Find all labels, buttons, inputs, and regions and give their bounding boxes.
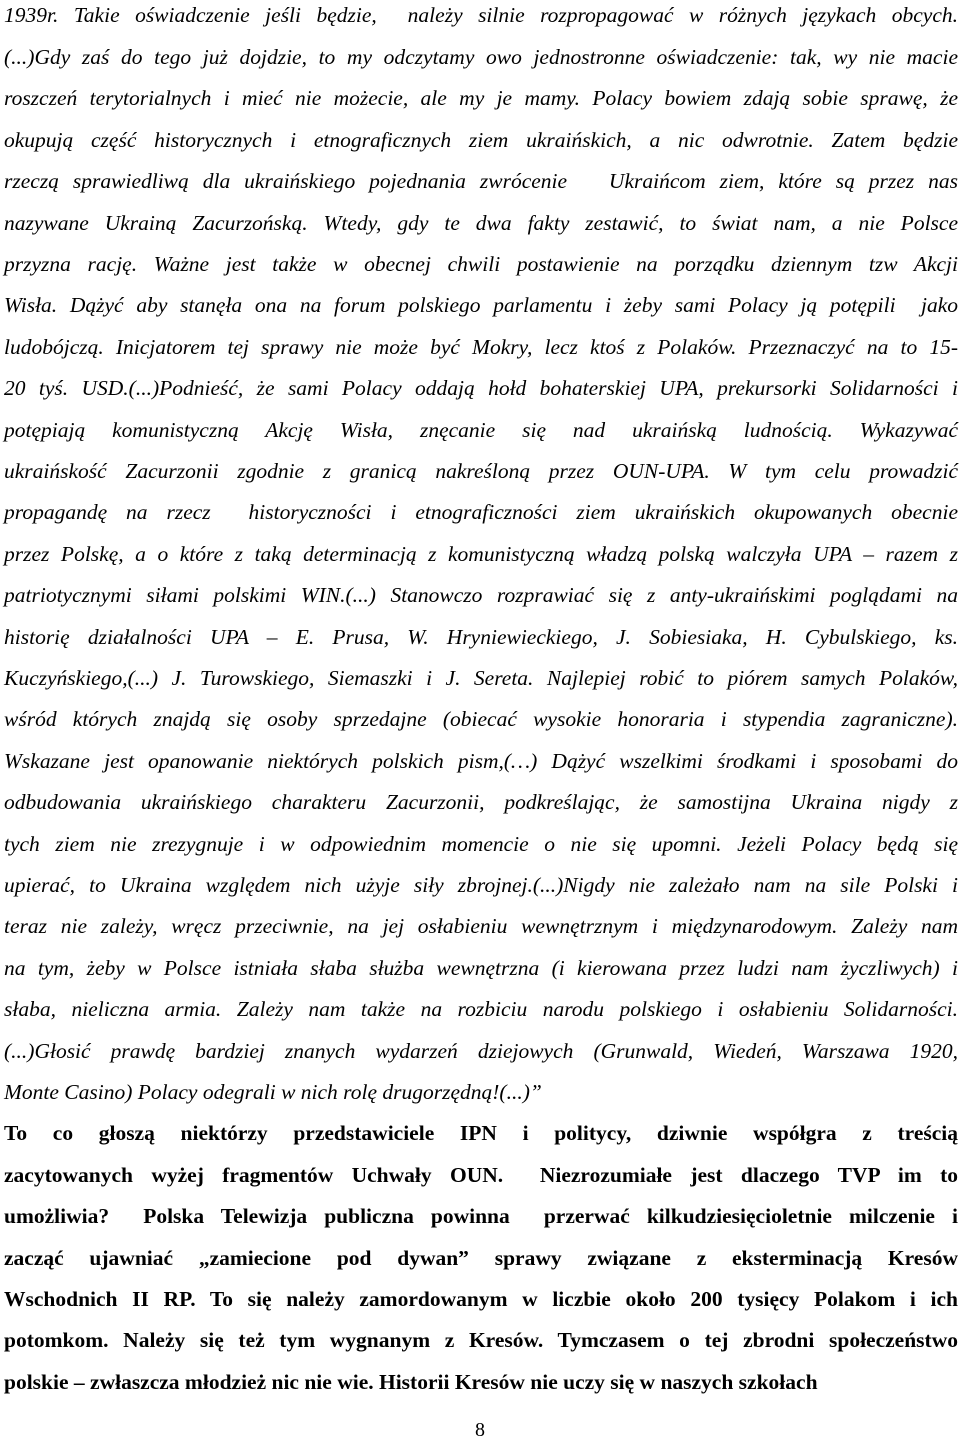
text-line: rzeczą sprawiedliwą dla ukraińskiego pojednania zwrócenie Ukraińcom ziem, które są przez nas bbox=[4, 169, 958, 193]
text-line: To co głoszą niektórzy przedstawiciele IPN i politycy, dziwnie współgra z treścią bbox=[4, 1121, 958, 1145]
text-line: 1939r. Takie oświadczenie jeśli będzie, należy silnie rozpropagować w różnych językach obcych. bbox=[4, 3, 958, 27]
text-line: zacytowanych wyżej fragmentów Uchwały OUN. Niezrozumiałe jest dlaczego TVP im to bbox=[4, 1163, 958, 1187]
text-line: teraz nie zależy, wręcz przeciwnie, na jej osłabieniu wewnętrznym i międzynarodowym. Zależy nam bbox=[4, 914, 958, 938]
text-line: ukraińskość Zacurzonii zgodnie z granicą nakreśloną przez OUN-UPA. W tym celu prowadzić bbox=[4, 459, 958, 483]
text-line: (...)Gdy zaś do tego już dojdzie, to my odczytamy owo jednostronne oświadczenie: tak, wy nie macie bbox=[4, 45, 958, 69]
page-number: 8 bbox=[475, 1419, 485, 1441]
text-line: przyzna rację. Ważne jest także w obecnej chwili postawienie na porządku dziennym tzw Akcji bbox=[4, 252, 958, 276]
text-line: umożliwia? Polska Telewizja publiczna powinna przerwać kilkudziesięcioletnie milczenie i bbox=[4, 1204, 958, 1228]
text-line: Kuczyńskiego,(...) J. Turowskiego, Siemaszki i J. Sereta. Najlepiej robić to piórem samych Polaków, bbox=[4, 666, 958, 690]
text-line: upierać, to Ukraina względem nich użyje siły zbrojnej.(...)Nigdy nie zależało nam na sile Polski i bbox=[4, 873, 958, 897]
text-line: zacząć ujawniać „zamiecione pod dywan” sprawy związane z eksterminacją Kresów bbox=[4, 1246, 958, 1270]
text-line: patriotycznymi siłami polskimi WIN.(...) Stanowczo rozprawiać się z anty-ukraińskimi poglądami na bbox=[4, 583, 958, 607]
text-line: Wskazane jest opanowanie niektórych polskich pism,(…) Dążyć wszelkimi środkami i sposobami do bbox=[4, 749, 958, 773]
text-line: nazywane Ukrainą Zacurzońską. Wtedy, gdy te dwa fakty zestawić, to świat nam, a nie Polsce bbox=[4, 211, 958, 235]
text-line: polskie – zwłaszcza młodzież nic nie wie. Historii Kresów nie uczy się w naszych szkołach bbox=[4, 1370, 818, 1394]
text-line: roszczeń terytorialnych i mieć nie możecie, ale my je mamy. Polacy bowiem zdają sobie sprawę, że bbox=[4, 86, 958, 110]
text-line: Monte Casino) Polacy odegrali w nich rolę drugorzędną!(...)” bbox=[4, 1080, 542, 1104]
text-line: potępiają komunistyczną Akcję Wisła, znęcanie się nad ukraińską ludnością. Wykazywać bbox=[4, 418, 958, 442]
text-line: wśród których znajdą się osoby sprzedajne (obiecać wysokie honoraria i stypendia zagraniczne). bbox=[4, 707, 958, 731]
text-line: tych ziem nie zrezygnuje i w odpowiednim momencie o nie się upomni. Jeżeli Polacy będą się bbox=[4, 832, 958, 856]
text-line: Wisła. Dążyć aby stanęła ona na forum polskiego parlamentu i żeby sami Polacy ją potępili jako bbox=[4, 293, 958, 317]
text-line: Wschodnich II RP. To się należy zamordowanym w liczbie około 200 tysięcy Polakom i ich bbox=[4, 1287, 958, 1311]
text-line: odbudowania ukraińskiego charakteru Zacurzonii, podkreślając, że samostijna Ukraina nigdy z bbox=[4, 790, 958, 814]
text-line: przez Polskę, a o które z taką determinacją z komunistyczną władzą polską walczyła UPA – razem z bbox=[4, 542, 958, 566]
text-line: okupują część historycznych i etnograficznych ziem ukraińskich, a nic odwrotnie. Zatem będzie bbox=[4, 128, 958, 152]
text-line: słaba, nieliczna armia. Zależy nam także na rozbiciu narodu polskiego i osłabieniu Solidarności. bbox=[4, 997, 958, 1021]
text-line: na tym, żeby w Polsce istniała słaba służba wewnętrzna (i kierowana przez ludzi nam życzliwych) i bbox=[4, 956, 958, 980]
text-line: 20 tyś. USD.(...)Podnieść, że sami Polacy oddają hołd bohaterskiej UPA, prekursorki Solidarności i bbox=[4, 376, 958, 400]
text-line: (...)Głosić prawdę bardziej znanych wydarzeń dziejowych (Grunwald, Wiedeń, Warszawa 1920, bbox=[4, 1039, 958, 1063]
text-line: potomkom. Należy się też tym wygnanym z Kresów. Tymczasem o tej zbrodni społeczeństwo bbox=[4, 1328, 958, 1352]
text-line: historię działalności UPA – E. Prusa, W. Hryniewieckiego, J. Sobiesiaka, H. Cybulskiego, ks. bbox=[4, 625, 958, 649]
text-line: ludobójczą. Inicjatorem tej sprawy nie może być Mokry, lecz ktoś z Polaków. Przeznaczyć na to 15- bbox=[4, 335, 958, 359]
text-line: propagandę na rzecz historyczności i etnograficzności ziem ukraińskich okupowanych obecnie bbox=[4, 500, 958, 524]
